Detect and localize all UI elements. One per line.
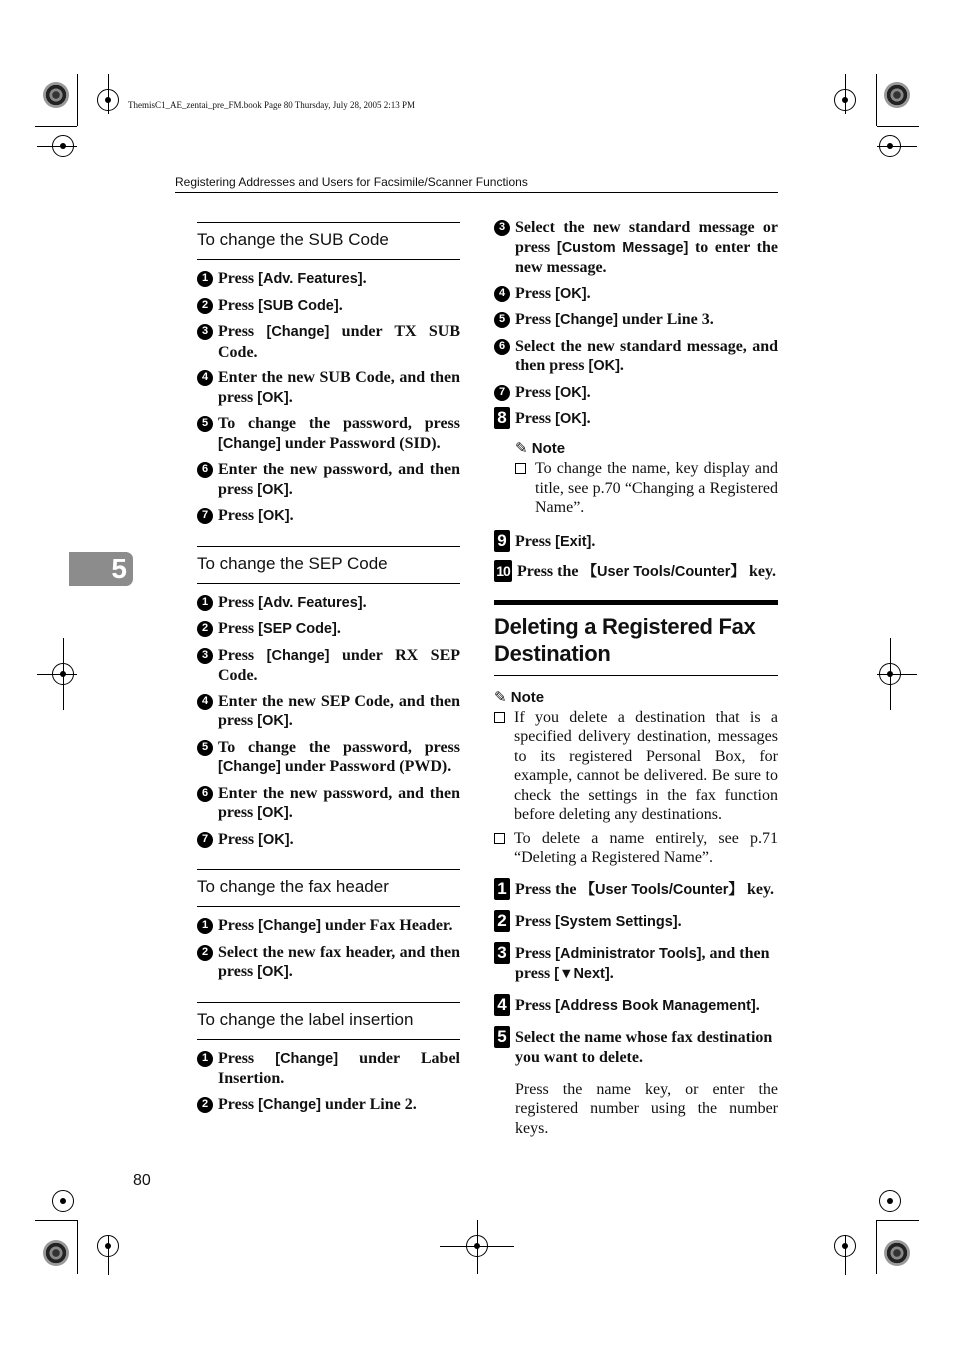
note-heading: ✎ Note xyxy=(494,688,545,706)
step-8 xyxy=(494,409,778,429)
step-text: Press xyxy=(515,944,556,962)
step-text: . xyxy=(586,284,591,302)
step-text: Press the xyxy=(517,562,583,580)
step-text: . xyxy=(755,996,760,1014)
step-item xyxy=(494,996,778,1016)
key-label: [Address Book Management] xyxy=(555,997,756,1014)
step-text: Press xyxy=(218,270,259,287)
key-label: [SEP Code] xyxy=(258,621,337,637)
note-list xyxy=(494,708,778,868)
step-number: 5 xyxy=(197,740,213,756)
note-block xyxy=(515,439,778,518)
step-text: Press xyxy=(218,593,259,611)
key-label: 【User Tools/Counter】 xyxy=(580,881,743,898)
note-item: If you delete a destination that is a specified delivery destination, messages to its registered Personal Box, for example, cannot be delivered. Be sure to check the settings in the fax function before deleting any destinations. xyxy=(494,708,778,825)
step-text: . xyxy=(677,912,682,930)
step-text: . xyxy=(609,964,614,982)
step-text: To change the password, press xyxy=(218,415,460,432)
step-item xyxy=(197,646,460,686)
step-item xyxy=(494,1028,778,1068)
note-block xyxy=(494,688,778,868)
key-label: [OK] xyxy=(257,805,289,821)
step-number: 10 xyxy=(494,560,512,582)
step-text: Select the new standard message, and then press xyxy=(515,337,778,374)
step-item xyxy=(197,368,460,408)
step-text: . xyxy=(289,830,294,848)
subsection-title: To change the fax header xyxy=(197,869,460,907)
crosshair-icon xyxy=(52,1190,74,1212)
final-paragraph: Press the name key, or enter the registered number using the number keys. xyxy=(515,1080,778,1137)
step-number: 2 xyxy=(197,945,213,961)
step-text: To change the password, press xyxy=(218,738,460,756)
step-item xyxy=(197,414,460,454)
step-text: . xyxy=(289,507,294,524)
step-text: , and then press xyxy=(515,944,770,982)
key-label: [OK] xyxy=(257,389,289,406)
step-text: Press xyxy=(515,284,556,302)
step-text: Press xyxy=(218,620,259,637)
step-text: under RX SEP Code. xyxy=(218,646,461,684)
step-text: . xyxy=(362,270,367,287)
checkbox-bullet-icon xyxy=(494,833,505,844)
step-item xyxy=(494,912,778,932)
registration-disc-icon xyxy=(884,1240,910,1266)
step-item xyxy=(197,269,460,290)
step-text: to enter the new message. xyxy=(515,238,779,276)
step-item xyxy=(494,383,778,404)
step-text: . xyxy=(338,296,343,314)
step-text: Select the new standard message or press xyxy=(515,219,778,256)
key-label: [Change] xyxy=(218,435,281,452)
step-text: Select the new fax header, and then press xyxy=(218,943,460,980)
step-number: 8 xyxy=(494,407,510,429)
step-text: key. xyxy=(744,562,777,580)
step-text: under TX SUB Code. xyxy=(218,323,461,361)
key-label: 【User Tools/Counter】 xyxy=(582,563,745,580)
step-text: . xyxy=(288,804,293,821)
registration-disc-icon xyxy=(884,82,910,108)
key-label: [SUB Code] xyxy=(258,297,339,314)
step-item xyxy=(197,322,460,362)
step-number: 7 xyxy=(197,832,213,848)
key-label: [Custom Message] xyxy=(556,239,689,256)
registration-disc-icon xyxy=(43,1240,69,1266)
step-number: 3 xyxy=(197,648,213,664)
step-text: Press xyxy=(218,1095,259,1113)
header-rule xyxy=(175,192,778,193)
step-text: Press xyxy=(218,507,259,524)
step-text: . xyxy=(288,712,293,729)
step-text: . xyxy=(591,532,596,550)
step-text: . xyxy=(288,388,293,406)
step-number: 3 xyxy=(197,324,213,340)
key-label: [▼Next] xyxy=(554,965,610,982)
key-label: [Change] xyxy=(266,324,330,340)
step-number: 7 xyxy=(494,385,510,401)
step-text: Press xyxy=(515,311,556,328)
step-text: under Password (PWD). xyxy=(280,758,452,775)
step-number: 6 xyxy=(197,462,213,478)
step-item xyxy=(494,944,778,984)
continued-steps xyxy=(494,218,778,403)
step-text: under Line 2. xyxy=(320,1095,417,1113)
subsection-title: To change the SEP Code xyxy=(197,546,460,584)
key-label: [OK] xyxy=(555,411,587,427)
step-text: Press xyxy=(218,646,267,664)
step-text: Press xyxy=(515,383,556,401)
step-item xyxy=(494,337,778,377)
step-number: 5 xyxy=(494,312,510,328)
key-label: [OK] xyxy=(257,964,289,980)
subsection-title: To change the SUB Code xyxy=(197,222,460,260)
step-text: under Line 3. xyxy=(617,311,714,328)
step-text: Enter the new password, and then press xyxy=(218,461,460,498)
key-label: [Administrator Tools] xyxy=(555,945,702,962)
step-item xyxy=(494,880,778,900)
step-text: Press xyxy=(515,532,556,550)
step-number: 5 xyxy=(494,1026,510,1048)
step-text: . xyxy=(288,480,293,498)
key-label: [OK] xyxy=(257,481,289,498)
step-number: 3 xyxy=(494,220,510,236)
step-text: . xyxy=(586,410,591,427)
key-label: [Adv. Features] xyxy=(258,594,363,611)
key-label: [OK] xyxy=(258,508,290,524)
step-text: under Password (SID). xyxy=(280,434,441,452)
step-number: 2 xyxy=(197,1097,213,1113)
chapter-number: 5 xyxy=(111,553,127,584)
step-item xyxy=(197,506,460,527)
key-label: [OK] xyxy=(555,285,587,302)
step-item xyxy=(197,1049,460,1089)
step-number: 2 xyxy=(197,298,213,314)
step-item xyxy=(197,460,460,500)
step-text: Press xyxy=(515,996,556,1014)
step-text: . xyxy=(586,383,591,401)
key-label: [Change] xyxy=(275,1050,339,1067)
step-number: 6 xyxy=(197,786,213,802)
step-item xyxy=(197,830,460,851)
subsection-title: To change the label insertion xyxy=(197,1002,460,1040)
checkbox-bullet-icon xyxy=(494,712,505,723)
step-text: . xyxy=(619,357,624,374)
key-label: [Change] xyxy=(555,312,618,328)
step-number: 4 xyxy=(494,286,510,302)
step-item xyxy=(197,692,460,732)
right-column xyxy=(494,218,778,1138)
step-text: Select the name whose fax destination you want to delete. xyxy=(515,1028,773,1066)
key-label: [Exit] xyxy=(555,533,592,550)
pencil-icon: ✎ xyxy=(515,440,528,457)
step-number: 9 xyxy=(494,530,510,552)
step-item xyxy=(197,619,460,640)
section-title: Deleting a Registered Fax Destination xyxy=(494,600,778,676)
step-text: Enter the new password, and then press xyxy=(218,784,460,821)
step-number: 4 xyxy=(494,994,510,1016)
step-text: Press the xyxy=(515,880,581,898)
step-text: Press xyxy=(515,912,556,930)
step-item xyxy=(494,218,778,278)
file-info: ThemisC1_AE_zentai_pre_FM.book Page 80 Thursday, July 28, 2005 2:13 PM xyxy=(128,100,415,110)
step-text: Press xyxy=(515,410,556,427)
step-item xyxy=(197,784,460,824)
step-item xyxy=(494,284,778,305)
step-text: Enter the new SUB Code, and then press xyxy=(218,369,460,406)
step-text: . xyxy=(362,593,367,611)
step-item xyxy=(494,310,778,331)
step-number: 1 xyxy=(197,918,213,934)
step-item xyxy=(197,593,460,614)
step-text: Press xyxy=(218,1049,276,1067)
key-label: [System Settings] xyxy=(555,913,678,930)
step-number: 4 xyxy=(197,370,213,386)
page-number: 80 xyxy=(133,1172,151,1189)
step-text: Press xyxy=(218,917,259,934)
key-label: [Change] xyxy=(218,759,281,775)
key-label: [Change] xyxy=(266,647,330,664)
key-label: [Change] xyxy=(258,1096,321,1113)
checkbox-bullet-icon xyxy=(515,463,526,474)
key-label: [OK] xyxy=(588,358,620,374)
registration-disc-icon xyxy=(43,82,69,108)
step-text: key. xyxy=(742,880,775,898)
key-label: [Change] xyxy=(258,918,321,934)
step-item xyxy=(197,943,460,983)
step-number: 3 xyxy=(494,942,510,964)
step-number: 2 xyxy=(197,621,213,637)
key-label: [OK] xyxy=(258,831,290,848)
step-item xyxy=(197,296,460,317)
crosshair-icon xyxy=(879,1190,901,1212)
step-text: . xyxy=(288,963,293,980)
step-number: 1 xyxy=(197,271,213,287)
note-item: To change the name, key display and title, see p.70 “Changing a Registered Name”. xyxy=(515,459,778,518)
step-text: Press xyxy=(218,830,259,848)
key-label: [Adv. Features] xyxy=(258,271,363,287)
pencil-icon: ✎ xyxy=(494,688,507,706)
step-item xyxy=(197,916,460,937)
step-number: 6 xyxy=(494,339,510,355)
step-number: 4 xyxy=(197,694,213,710)
step-text: . xyxy=(336,620,341,637)
left-column xyxy=(197,222,460,1121)
key-label: [OK] xyxy=(257,713,289,729)
step-text: under Fax Header. xyxy=(320,917,453,934)
step-text: Press xyxy=(218,296,259,314)
key-label: [OK] xyxy=(555,384,587,401)
step-item xyxy=(197,1095,460,1116)
step-9 xyxy=(494,532,778,552)
step-number: 1 xyxy=(197,595,213,611)
step-item xyxy=(197,738,460,778)
step-text: Enter the new SEP Code, and then press xyxy=(218,692,460,729)
step-number: 5 xyxy=(197,416,213,432)
procedure-steps xyxy=(494,880,778,1068)
step-number: 1 xyxy=(197,1051,213,1067)
note-heading: ✎ Note xyxy=(515,440,566,457)
step-number: 7 xyxy=(197,508,213,524)
running-head: Registering Addresses and Users for Facsimile/Scanner Functions xyxy=(175,175,528,189)
step-number: 1 xyxy=(494,878,510,900)
step-text: Press xyxy=(218,323,267,340)
note-item: To delete a name entirely, see p.71 “Deleting a Registered Name”. xyxy=(494,829,778,868)
step-10 xyxy=(494,562,778,582)
chapter-tab xyxy=(69,552,133,586)
step-number: 2 xyxy=(494,910,510,932)
step-text: under Label Insertion. xyxy=(218,1049,460,1087)
